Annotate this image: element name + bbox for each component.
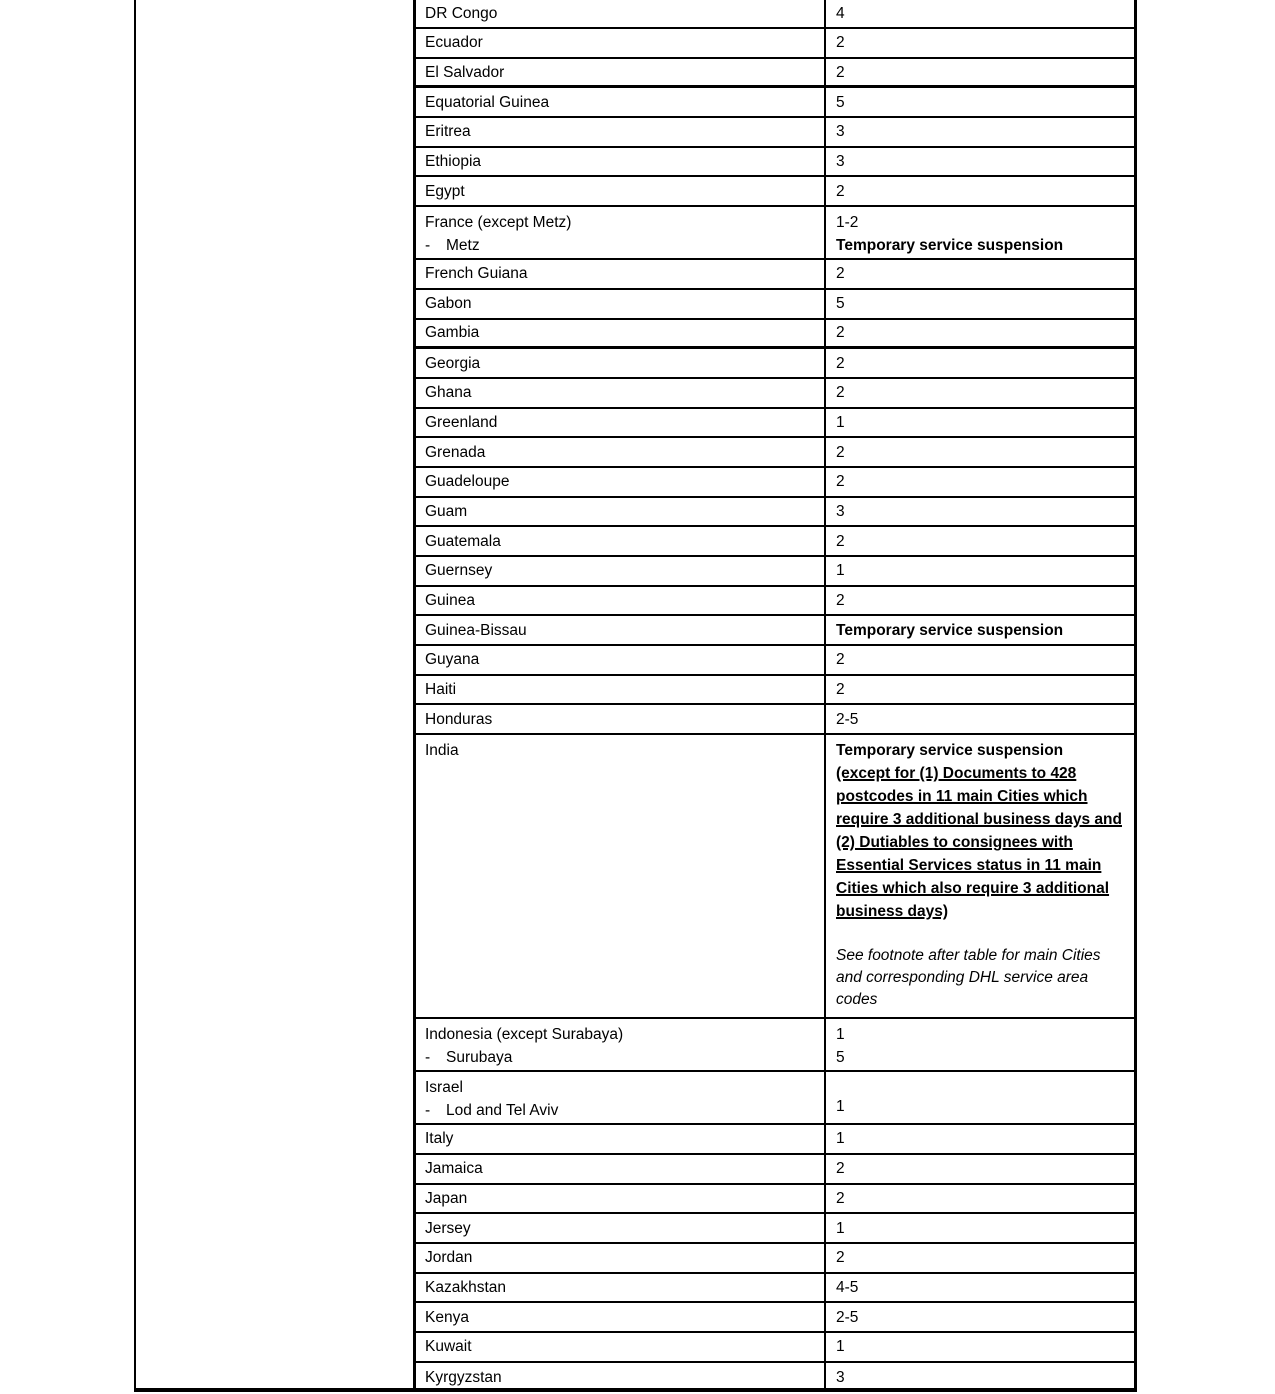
table-row xyxy=(416,646,1134,676)
table-row xyxy=(416,1274,1134,1304)
country-text: Guatemala xyxy=(425,532,501,550)
value-text: 1 xyxy=(836,1130,845,1148)
value-text: 5 xyxy=(836,93,845,111)
value-cell xyxy=(826,676,1134,704)
value-text: 4 xyxy=(836,5,845,22)
country-text: Japan xyxy=(425,1189,468,1207)
country-text: Gabon xyxy=(425,295,472,313)
country-cell xyxy=(416,498,826,526)
country-cell xyxy=(416,118,826,146)
value-text: 3 xyxy=(836,502,845,520)
value-text: 2 xyxy=(836,681,845,699)
country-text-bullet xyxy=(425,1046,818,1069)
table-row xyxy=(416,409,1134,439)
value-text: 2 xyxy=(836,592,845,610)
table-row xyxy=(416,148,1134,178)
value-cell xyxy=(826,379,1134,407)
country-cell xyxy=(416,1244,826,1272)
value-cell xyxy=(826,527,1134,555)
value-text: 2 xyxy=(836,532,845,550)
bullet-dash: - xyxy=(425,1049,431,1067)
value-text: 2 xyxy=(836,63,845,81)
value-cell xyxy=(826,409,1134,437)
country-text: Jersey xyxy=(425,1219,471,1237)
table-row xyxy=(416,676,1134,706)
country-cell xyxy=(416,705,826,733)
country-text: Metz xyxy=(446,237,480,255)
country-text: Italy xyxy=(425,1130,454,1148)
value-cell xyxy=(826,1333,1134,1361)
country-text: Ecuador xyxy=(425,34,483,52)
table-row xyxy=(416,290,1134,320)
value-text: (except for (1) Documents to 428 postcodes in 11 main Cities which require 3 additional business days and (2) Dutiables to consignees with Essential Services status in 11 main Cities which also require 3 additional business days) xyxy=(836,765,1122,921)
value-cell xyxy=(826,438,1134,466)
country-cell xyxy=(416,207,826,258)
value-text: 2 xyxy=(836,182,845,200)
table-row xyxy=(416,177,1134,207)
table-row xyxy=(416,1333,1134,1363)
value-text: 3 xyxy=(836,123,845,141)
value-text: 1 xyxy=(836,562,845,580)
table-outer-frame xyxy=(134,0,1137,1392)
country-text: Honduras xyxy=(425,710,493,728)
value-text: See footnote after table for main Cities and corresponding DHL service area codes xyxy=(836,947,1101,1009)
country-cell xyxy=(416,59,826,86)
country-cell xyxy=(416,1019,826,1070)
value-text: 2 xyxy=(836,443,845,461)
value-cell xyxy=(826,349,1134,377)
country-text: Kyrgyzstan xyxy=(425,1368,502,1386)
country-text: Israel xyxy=(425,1079,463,1097)
value-cell xyxy=(826,1274,1134,1302)
table-row xyxy=(416,498,1134,528)
country-text: Guam xyxy=(425,502,468,520)
country-text: Grenada xyxy=(425,443,486,461)
country-text: DR Congo xyxy=(425,5,498,22)
country-text: France (except Metz) xyxy=(425,214,572,232)
country-text: Egypt xyxy=(425,182,465,200)
value-cell xyxy=(826,29,1134,57)
country-cell xyxy=(416,527,826,555)
value-cell xyxy=(826,468,1134,496)
value-text: Temporary service suspension xyxy=(836,237,1064,255)
country-cell xyxy=(416,1214,826,1242)
table-row xyxy=(416,1244,1134,1274)
country-cell xyxy=(416,587,826,615)
country-cell xyxy=(416,379,826,407)
value-cell xyxy=(826,498,1134,526)
table-row xyxy=(416,118,1134,148)
table-row xyxy=(416,349,1134,379)
value-text: 2-5 xyxy=(836,710,859,728)
value-text: 3 xyxy=(836,153,845,171)
table-row xyxy=(416,438,1134,468)
value-cell xyxy=(826,1125,1134,1153)
value-text: 2-5 xyxy=(836,1308,859,1326)
country-cell xyxy=(416,646,826,674)
value-cell xyxy=(826,260,1134,288)
value-cell xyxy=(826,1019,1134,1070)
country-cell xyxy=(416,409,826,437)
table-row xyxy=(416,527,1134,557)
value-cell xyxy=(826,118,1134,146)
value-text: 1-2 xyxy=(836,214,859,232)
value-cell xyxy=(826,557,1134,585)
table-row xyxy=(416,59,1134,89)
country-text: Kazakhstan xyxy=(425,1278,506,1296)
country-cell xyxy=(416,1333,826,1361)
country-text: India xyxy=(425,742,459,760)
country-text: Jordan xyxy=(425,1249,473,1267)
value-cell xyxy=(826,705,1134,733)
country-cell xyxy=(416,438,826,466)
table-row xyxy=(416,1072,1134,1125)
country-cell xyxy=(416,616,826,644)
country-text: Guernsey xyxy=(425,562,493,580)
value-cell xyxy=(826,616,1134,644)
value-text: 2 xyxy=(836,1160,845,1178)
value-cell xyxy=(826,1072,1134,1123)
table-row xyxy=(416,207,1134,260)
value-cell xyxy=(826,1185,1134,1213)
table-row xyxy=(416,0,1134,29)
country-text-bullet xyxy=(425,234,818,257)
value-cell xyxy=(826,207,1134,258)
country-cell xyxy=(416,1185,826,1213)
country-cell xyxy=(416,735,826,1017)
value-cell xyxy=(826,1214,1134,1242)
country-text: Ethiopia xyxy=(425,153,482,171)
country-text: Greenland xyxy=(425,413,498,431)
value-cell xyxy=(826,1303,1134,1331)
country-text: Eritrea xyxy=(425,123,471,141)
table-row xyxy=(416,1155,1134,1185)
country-cell xyxy=(416,290,826,318)
value-cell xyxy=(826,148,1134,176)
country-text: Lod and Tel Aviv xyxy=(446,1102,559,1120)
value-text: 2 xyxy=(836,1249,845,1267)
table-row xyxy=(416,705,1134,735)
table-row xyxy=(416,260,1134,290)
country-text: Guinea xyxy=(425,592,475,610)
country-cell xyxy=(416,676,826,704)
country-cell xyxy=(416,320,826,347)
country-cell xyxy=(416,468,826,496)
value-cell xyxy=(826,177,1134,205)
table-row xyxy=(416,1185,1134,1215)
country-cell xyxy=(416,29,826,57)
value-text: 2 xyxy=(836,473,845,491)
bullet-dash: - xyxy=(425,237,431,255)
country-text: Guinea-Bissau xyxy=(425,621,527,639)
country-text: Kenya xyxy=(425,1308,469,1326)
country-text: El Salvador xyxy=(425,63,505,81)
value-text: 4-5 xyxy=(836,1278,859,1296)
table-row xyxy=(416,379,1134,409)
country-text: Surubaya xyxy=(446,1049,513,1067)
value-cell xyxy=(826,0,1134,27)
country-cell xyxy=(416,1363,826,1388)
value-text: 1 xyxy=(836,413,845,431)
table-row xyxy=(416,557,1134,587)
country-cell xyxy=(416,1155,826,1183)
value-cell xyxy=(826,290,1134,318)
country-text: Kuwait xyxy=(425,1338,472,1356)
value-text: 5 xyxy=(836,1049,845,1067)
table-row xyxy=(416,1019,1134,1072)
country-cell xyxy=(416,260,826,288)
table-row xyxy=(416,616,1134,646)
country-text: Indonesia (except Surabaya) xyxy=(425,1026,624,1044)
value-text: Temporary service suspension xyxy=(836,742,1064,760)
country-cell xyxy=(416,1072,826,1123)
country-text: Haiti xyxy=(425,681,457,699)
table-row xyxy=(416,1363,1134,1388)
value-text: Temporary service suspension xyxy=(836,621,1064,639)
value-cell xyxy=(826,88,1134,116)
value-cell xyxy=(826,735,1134,1017)
country-text: Equatorial Guinea xyxy=(425,93,550,111)
table-row xyxy=(416,1214,1134,1244)
left-empty-cell xyxy=(136,0,413,1388)
table-row xyxy=(416,88,1134,118)
value-text: 1 xyxy=(836,1219,845,1237)
table-row xyxy=(416,29,1134,59)
country-cell xyxy=(416,349,826,377)
country-text: Jamaica xyxy=(425,1160,483,1178)
country-delays-table xyxy=(413,0,1137,1388)
table-row xyxy=(416,735,1134,1019)
value-cell xyxy=(826,646,1134,674)
value-cell xyxy=(826,587,1134,615)
country-cell xyxy=(416,1274,826,1302)
bullet-dash: - xyxy=(425,1102,431,1120)
table-row xyxy=(416,320,1134,350)
value-text: 2 xyxy=(836,324,845,342)
value-cell xyxy=(826,1244,1134,1272)
country-text: Guadeloupe xyxy=(425,473,510,491)
country-cell xyxy=(416,557,826,585)
table-row xyxy=(416,587,1134,617)
value-text: 1 xyxy=(836,1338,845,1356)
value-text: 1 xyxy=(836,1026,845,1044)
country-text: Ghana xyxy=(425,384,472,402)
country-text: Georgia xyxy=(425,354,481,372)
country-text: Guyana xyxy=(425,651,480,669)
country-text: French Guiana xyxy=(425,265,528,283)
value-text: 2 xyxy=(836,651,845,669)
country-cell xyxy=(416,0,826,27)
value-cell xyxy=(826,320,1134,347)
country-cell xyxy=(416,1303,826,1331)
value-text: 1 xyxy=(836,1098,845,1116)
value-text: 2 xyxy=(836,265,845,283)
table-row xyxy=(416,1303,1134,1333)
value-text: 2 xyxy=(836,354,845,372)
value-cell xyxy=(826,59,1134,86)
value-text: 3 xyxy=(836,1368,845,1386)
value-text: 2 xyxy=(836,384,845,402)
table-row xyxy=(416,1125,1134,1155)
country-text-bullet xyxy=(425,1099,818,1122)
value-cell xyxy=(826,1155,1134,1183)
table-row xyxy=(416,468,1134,498)
country-text: Gambia xyxy=(425,324,480,342)
country-cell xyxy=(416,1125,826,1153)
value-text: 2 xyxy=(836,34,845,52)
value-cell xyxy=(826,1363,1134,1388)
country-cell xyxy=(416,88,826,116)
country-cell xyxy=(416,148,826,176)
country-cell xyxy=(416,177,826,205)
value-text: 5 xyxy=(836,295,845,313)
value-text: 2 xyxy=(836,1189,845,1207)
